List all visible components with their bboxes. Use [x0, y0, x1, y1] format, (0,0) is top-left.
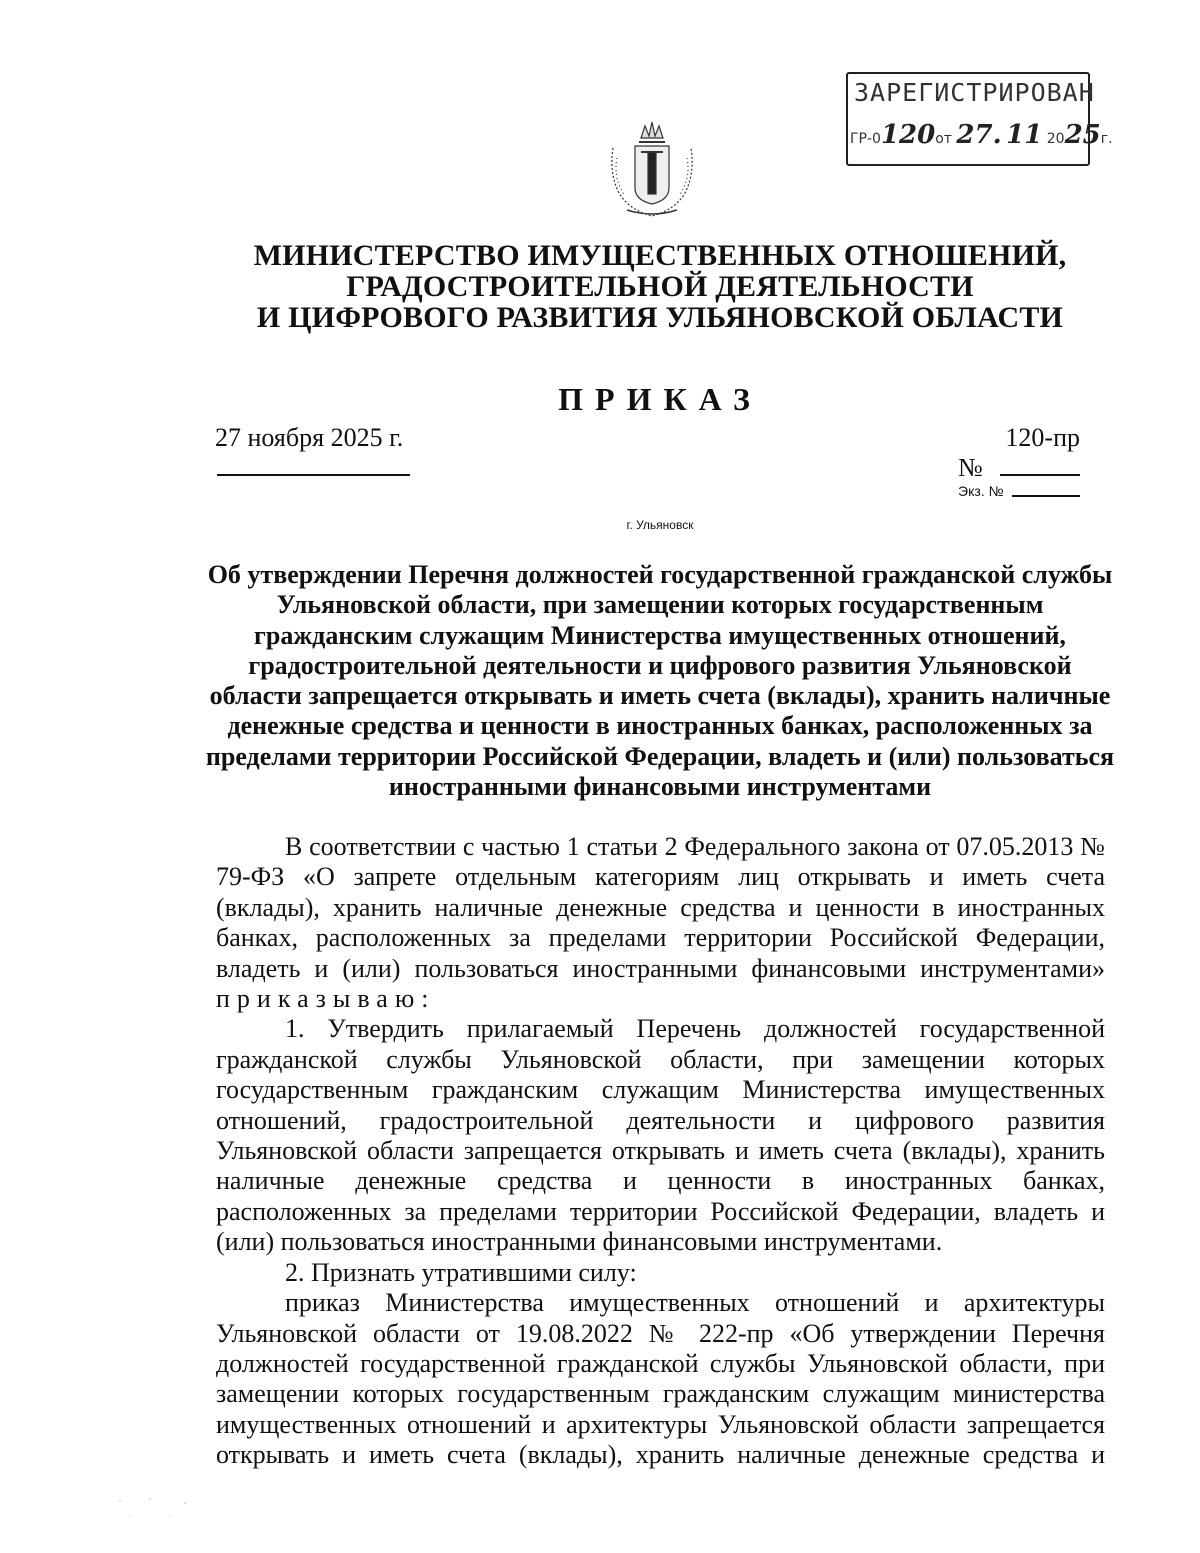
copy-number-label: Экз. № — [958, 483, 1004, 499]
stamp-year-prefix: 20 — [1046, 131, 1065, 147]
date-underline — [217, 474, 410, 476]
coat-of-arms-icon — [605, 118, 700, 218]
order-subject: Об утверждении Перечня должностей государственной гражданской службы Ульяновской области, при замещении которых государственным гражданским служащим Министерства имущественных отношений, градостроительной деятельности и цифрового развития Ульяновской области запрещается открывать и иметь счета (вклады), хранить наличные денежные средства и ценности в иностранных банках, расположенных за пределами территории Российской Федерации, владеть и (или) пользоваться иностранными финансовыми инструментами — [205, 560, 1115, 802]
stamp-registration-line — [850, 120, 1113, 154]
ministry-line: И ЦИФРОВОГО РАЗВИТИЯ УЛЬЯНОВСКОЙ ОБЛАСТИ — [256, 301, 1064, 334]
city: г. Ульяновск — [626, 518, 694, 532]
scan-noise — [110, 1495, 200, 1525]
order-word: приказываю: — [216, 984, 436, 1014]
stamp-from-label: от — [935, 131, 952, 147]
stamp-year-label: г. — [1100, 131, 1113, 147]
ministry-line: МИНИСТЕРСТВО ИМУЩЕСТВЕННЫХ ОТНОШЕНИЙ, — [253, 239, 1067, 272]
order-date: 27 ноября 2025 г. — [215, 423, 404, 452]
stamp-year-suffix: 25 — [1064, 120, 1101, 150]
number-underline — [1000, 474, 1080, 476]
item-2: 2. Признать утратившими силу: — [285, 1257, 637, 1287]
item-1: 1. Утвердить прилагаемый Перечень должностей государственной гражданской службы Ульяновской области, при замещении которых государственным гражданским служащим Министерства имущественных отношений, градостроительной деятельности и цифрового развития Ульяновской области запрещается открывать и иметь счета (вклады), хранить наличные денежные средства и ценности в иностранных банках, расположенных за пределами территории Российской Федерации, владеть и (или) пользоваться иностранными финансовыми инструментами. — [216, 1014, 1105, 1257]
order-body — [216, 832, 1105, 1471]
ministry-heading — [100, 240, 1200, 333]
stamp-reg-prefix: ГР-0 — [850, 131, 881, 147]
item-2-text: приказ Министерства имущественных отношений и архитектуры Ульяновской области от 19.08.2022 № 222-пр «Об утверждении Перечня должностей государственной гражданской службы Ульяновской области, при замещении которых государственным гражданским служащим министерства имущественных отношений и архитектуры Ульяновской области запрещается открывать и иметь счета (вклады), хранить наличные денежные средства и — [216, 1288, 1105, 1470]
number-sign: № — [958, 453, 983, 482]
stamp-reg-month: 11 — [1006, 120, 1043, 150]
stamp-title: ЗАРЕГИСТРИРОВАН — [854, 78, 1095, 107]
preamble — [216, 832, 1105, 1014]
order-title: ПРИКАЗ — [558, 381, 762, 417]
preamble-text: В соответствии с частью 1 статьи 2 Федерального закона от 07.05.2013 № 79-ФЗ «О запрете отдельным категориям лиц открывать и иметь счета (вклады), хранить наличные денежные средства и ценности в иностранных банках, расположенных за пределами территории Российской Федерации, владеть и (или) пользоваться иностранными финансовыми инструментами» — [216, 832, 1105, 983]
stamp-reg-day: 27. — [956, 120, 1002, 150]
copy-number-underline — [1012, 495, 1080, 497]
order-number: 120-пр — [1005, 423, 1080, 452]
stamp-reg-number: 120 — [880, 120, 936, 150]
ministry-line: ГРАДОСТРОИТЕЛЬНОЙ ДЕЯТЕЛЬНОСТИ — [346, 270, 974, 303]
